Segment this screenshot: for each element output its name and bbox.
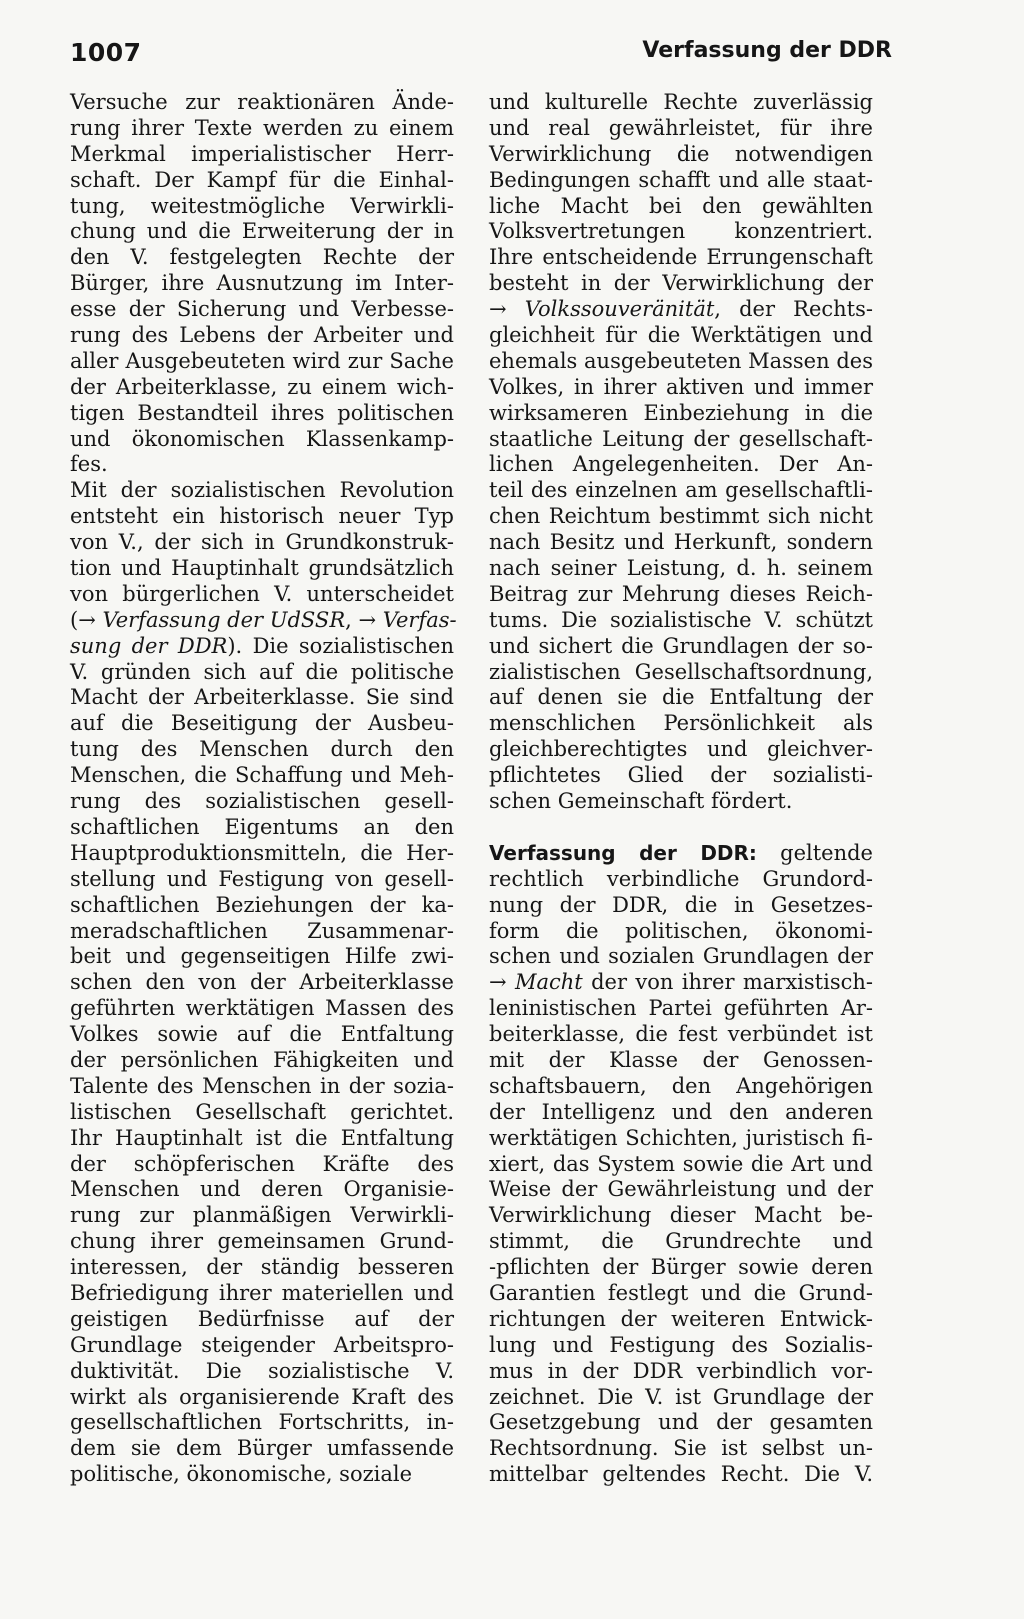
left-column-line: rung zur planmäßigen Verwirkli-	[70, 1203, 454, 1228]
left-column-line: Volkes sowie auf die Entfaltung	[70, 1022, 454, 1047]
entry-line: mittelbar geltendes Recht. Die V.	[489, 1462, 873, 1487]
right-column-line: wirksameren Einbeziehung in die	[489, 400, 873, 425]
right-column-line: liche Macht bei den gewählten	[489, 193, 873, 218]
left-column-line: dem sie dem Bürger umfassende	[70, 1436, 454, 1461]
right-column-line: teil des einzelnen am gesellschaftli-	[489, 478, 873, 503]
left-column-line: Grundlage steigender Arbeitspro-	[70, 1332, 454, 1357]
left-column-line: von V., der sich in Grundkonstruk-	[70, 530, 454, 555]
entry-headword: Verfassung der DDR:	[489, 840, 757, 865]
right-column-line: nach Besitz und Herkunft, sondern	[489, 530, 873, 555]
right-column-line: pflichtetes Glied der sozialisti-	[489, 763, 873, 788]
left-column-line: Bürger, ihre Ausnutzung im Inter-	[70, 271, 454, 296]
left-column-line: rung ihrer Texte werden zu einem	[70, 115, 454, 140]
entry-line: Verwirklichung dieser Macht be-	[489, 1203, 873, 1228]
right-column-line: menschlichen Persönlichkeit als	[489, 711, 873, 736]
entry-line: stimmt, die Grundrechte und	[489, 1229, 873, 1254]
left-column-line: Hauptproduktionsmitteln, die Her-	[70, 840, 454, 865]
right-column-line: nach seiner Leistung, d. h. seinem	[489, 556, 873, 581]
left-column-line: den V. festgelegten Rechte der	[70, 245, 454, 270]
right-column	[489, 90, 873, 1488]
entry-first-line	[489, 841, 873, 867]
right-column-line: schen Gemeinschaft fördert.	[489, 789, 793, 814]
dictionary-entry	[489, 841, 873, 1488]
right-column-line: und kulturelle Rechte zuverlässig	[489, 90, 873, 114]
entry-line: xiert, das System sowie die Art und	[489, 1151, 873, 1176]
left-column-line: der Arbeiterklasse, zu einem wich-	[70, 374, 454, 399]
entry-line: lung und Festigung des Sozialis-	[489, 1332, 873, 1357]
entry-line: Rechtsordnung. Sie ist selbst un-	[489, 1436, 873, 1461]
left-column-line: duktivität. Die sozialistische V.	[70, 1358, 454, 1383]
left-column-line: aller Ausgebeuteten wird zur Sache	[70, 348, 454, 373]
left-column-line: Ihr Hauptinhalt ist die Entfaltung	[70, 1125, 454, 1150]
entry-line: nung der DDR, die in Gesetzes-	[489, 892, 873, 917]
entry-line: -pflichten der Bürger sowie deren	[489, 1255, 873, 1280]
right-column-line: gleichheit für die Werktätigen und	[489, 323, 873, 348]
right-column-line: ehemals ausgebeuteten Massen des	[489, 348, 873, 373]
left-column-line: und ökonomischen Klassenkamp-	[70, 426, 454, 451]
entry-line: werktätigen Schichten, juristisch fi-	[489, 1125, 873, 1150]
left-column-line: (→ Verfassung der UdSSR, → Verfas-	[70, 607, 457, 632]
entry-line: der Intelligenz und den anderen	[489, 1099, 873, 1124]
left-column-line: interessen, der ständig besseren	[70, 1255, 454, 1280]
left-column-line: auf die Beseitigung der Ausbeu-	[70, 711, 454, 736]
left-column-line: Talente des Menschen in der sozia-	[70, 1073, 454, 1098]
entry-line: → Macht der von ihrer marxistisch-	[489, 970, 873, 995]
entry-line: richtungen der weiteren Entwick-	[489, 1306, 873, 1331]
left-column-line: rung des Lebens der Arbeiter und	[70, 323, 454, 348]
left-column-line: schaftlichen Beziehungen der ka-	[70, 892, 454, 917]
left-column	[70, 90, 457, 1488]
right-column-line: Ihre entscheidende Errungenschaft	[489, 245, 873, 270]
left-column-line: tion und Hauptinhalt grundsätzlich	[70, 556, 454, 581]
right-column-line: gleichberechtigtes und gleichver-	[489, 737, 873, 762]
entry-line: leninistischen Partei geführten Ar-	[489, 996, 873, 1021]
right-column-line: Bedingungen schafft und alle staat-	[489, 167, 873, 192]
left-column-line: schaftlichen Eigentums an den	[70, 814, 454, 839]
left-column-line: tung des Menschen durch den	[70, 737, 454, 762]
left-column-line: beit und gegenseitigen Hilfe zwi-	[70, 944, 454, 969]
left-column-line: Menschen, die Schaffung und Meh-	[70, 763, 454, 788]
entry-line: schaftsbauern, den Angehörigen	[489, 1073, 873, 1098]
left-column-line: Mit der sozialistischen Revolution	[70, 478, 454, 503]
left-column-line: Menschen und deren Organisie-	[70, 1177, 454, 1202]
left-column-line: Versuche zur reaktionären Ände-	[70, 90, 454, 114]
left-column-line: der schöpferischen Kräfte des	[70, 1151, 454, 1176]
left-column-line: chung ihrer gemeinsamen Grund-	[70, 1229, 454, 1254]
right-column-line: Beitrag zur Mehrung dieses Reich-	[489, 581, 873, 606]
entry-line: form die politischen, ökonomi-	[489, 918, 873, 943]
entry-line: beiterklasse, die fest verbündet ist	[489, 1022, 873, 1047]
left-column-line: tung, weitestmögliche Verwirkli-	[70, 193, 454, 218]
right-column-line: chen Reichtum bestimmt sich nicht	[489, 504, 873, 529]
entry-line: zeichnet. Die V. ist Grundlage der	[489, 1384, 873, 1409]
left-column-line: meradschaftlichen Zusammenar-	[70, 918, 454, 943]
left-column-line: schaft. Der Kampf für die Einhal-	[70, 167, 454, 192]
left-column-line: Befriedigung ihrer materiellen und	[70, 1280, 454, 1305]
right-column-line: Verwirklichung die notwendigen	[489, 141, 873, 166]
right-column-line: → Volkssouveränität, der Rechts-	[489, 297, 873, 322]
right-column-line: staatliche Leitung der gesellschaft-	[489, 426, 873, 451]
right-column-line: und sichert die Grundlagen der so-	[489, 633, 873, 658]
left-column-line: fes.	[70, 452, 108, 477]
left-column-line: gesellschaftlichen Fortschritts, in-	[70, 1410, 454, 1435]
left-column-line: listischen Gesellschaft gerichtet.	[70, 1099, 454, 1124]
left-column-line: geführten werktätigen Massen des	[70, 996, 454, 1021]
left-column-line: rung des sozialistischen gesell-	[70, 789, 454, 814]
left-column-line: tigen Bestandteil ihres politischen	[70, 400, 454, 425]
left-column-line: von bürgerlichen V. unterscheidet	[70, 581, 454, 606]
left-column-line: sung der DDR). Die sozialistischen	[70, 633, 454, 658]
paragraph-gap	[489, 815, 873, 841]
left-column-line: V. gründen sich auf die politische	[70, 659, 454, 684]
left-column-line: Merkmal imperialistischer Herr-	[70, 141, 454, 166]
left-column-line: esse der Sicherung und Verbesse-	[70, 297, 454, 322]
right-column-line: zialistischen Gesellschaftsordnung,	[489, 659, 873, 684]
left-column-line: entsteht ein historisch neuer Typ	[70, 504, 454, 529]
right-column-line: besteht in der Verwirklichung der	[489, 271, 873, 296]
left-column-line: Macht der Arbeiterklasse. Sie sind	[70, 685, 454, 710]
right-column-line: und real gewährleistet, für ihre	[489, 115, 873, 140]
entry-line: Garantien festlegt und die Grund-	[489, 1280, 873, 1305]
right-column-line: Volkes, in ihrer aktiven und immer	[489, 374, 873, 399]
entry-line: Gesetzgebung und der gesamten	[489, 1410, 873, 1435]
entry-line: Weise der Gewährleistung und der	[489, 1177, 873, 1202]
left-column-line: politische, ökonomische, soziale	[70, 1462, 413, 1487]
left-column-line: chung und die Erweiterung der in	[70, 219, 454, 244]
entry-first-line-rest: geltende	[780, 840, 873, 865]
right-column-line: tums. Die sozialistische V. schützt	[489, 607, 873, 632]
entry-line: mit der Klasse der Genossen-	[489, 1047, 873, 1072]
running-head: Verfassung der DDR	[642, 38, 892, 63]
left-column-line: der persönlichen Fähigkeiten und	[70, 1047, 454, 1072]
left-column-line: wirkt als organisierende Kraft des	[70, 1384, 454, 1409]
left-column-line: geistigen Bedürfnisse auf der	[70, 1306, 454, 1331]
left-column-line: stellung und Festigung von gesell-	[70, 866, 454, 891]
right-column-line: lichen Angelegenheiten. Der An-	[489, 452, 873, 477]
entry-line: mus in der DDR verbindlich vor-	[489, 1358, 873, 1383]
right-column-line: auf denen sie die Entfaltung der	[489, 685, 873, 710]
entry-line: rechtlich verbindliche Grundord-	[489, 866, 873, 891]
page-number: 1007	[70, 38, 142, 67]
entry-line: schen und sozialen Grundlagen der	[489, 944, 873, 969]
right-column-line: Volksvertretungen konzentriert.	[489, 219, 873, 244]
right-column-continuation	[489, 90, 873, 815]
left-column-line: schen den von der Arbeiterklasse	[70, 970, 454, 995]
